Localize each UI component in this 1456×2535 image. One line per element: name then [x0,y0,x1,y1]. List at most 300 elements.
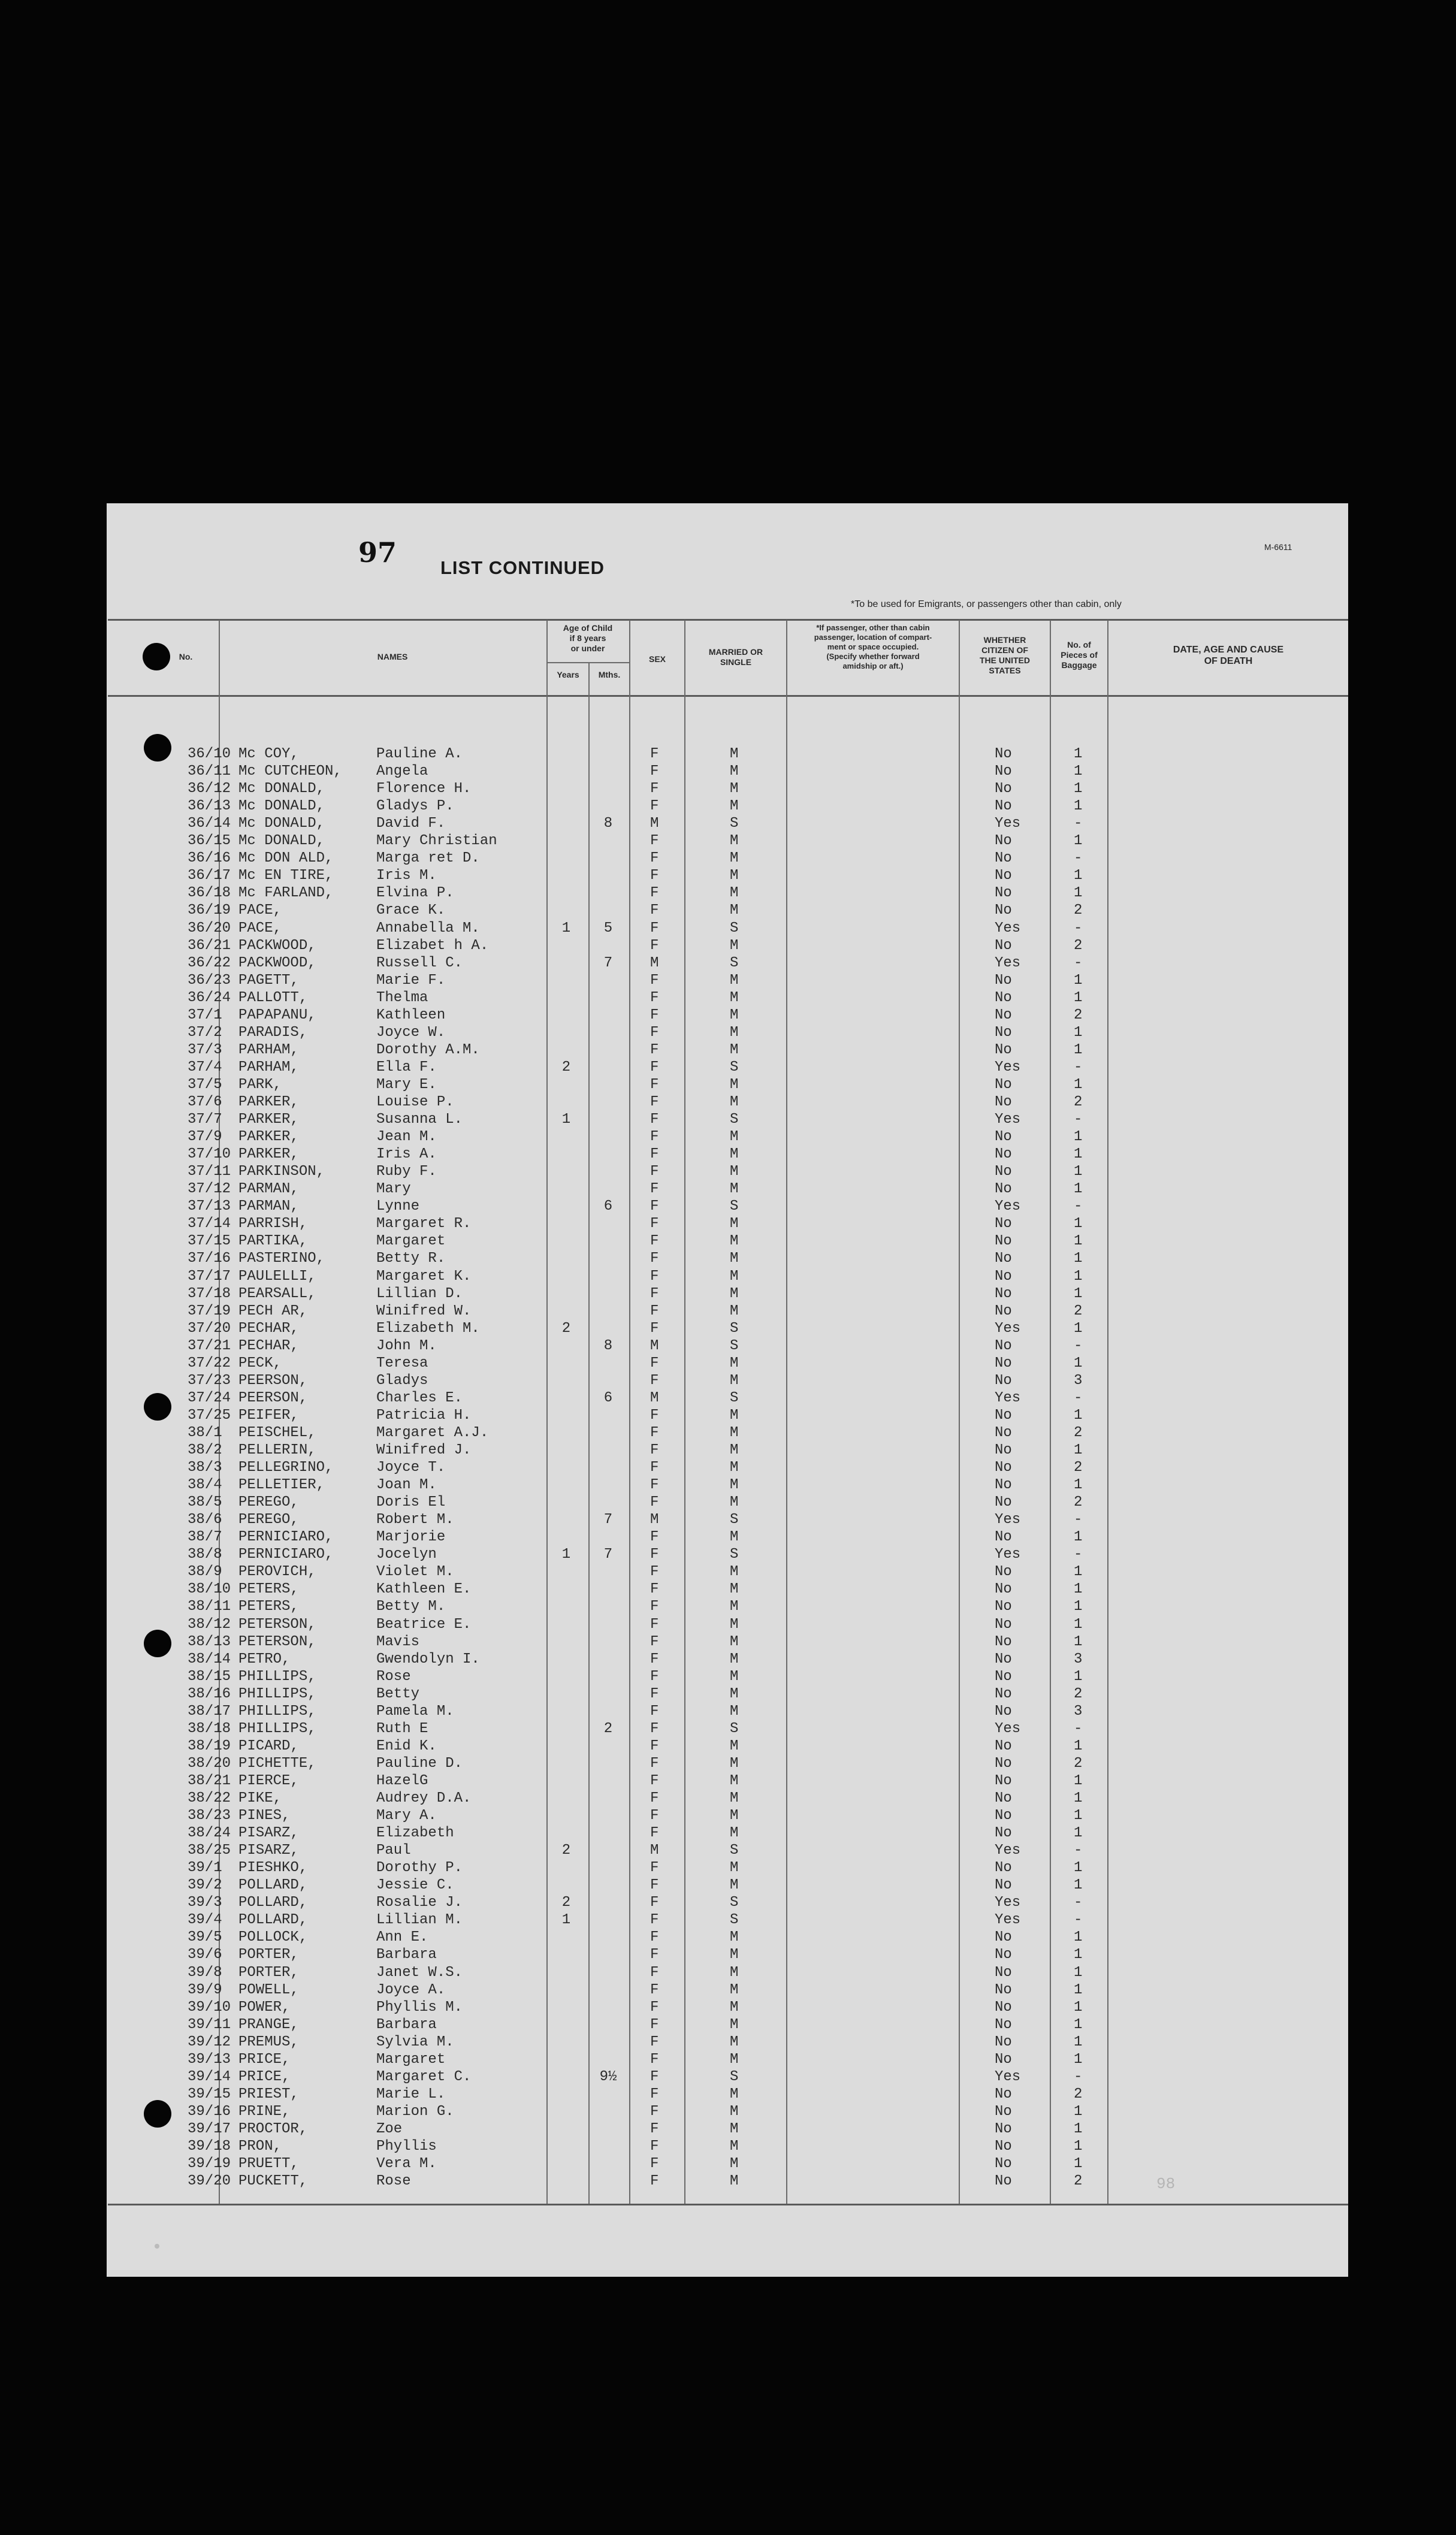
marital-status: M [730,1250,739,1267]
given-names: Winifred J. [376,1442,472,1458]
entry-number: 38/20 [188,1755,231,1772]
entry-number: 38/22 [188,1790,231,1806]
surname: PARHAM, [238,1041,299,1058]
table-top-rule [108,619,1348,621]
given-names: Joan M. [376,1477,437,1494]
entry-number: 38/2 [188,1442,222,1458]
surname: Mc DONALD, [238,798,325,815]
table-row [0,2069,1456,2086]
surname: PISARZ, [238,1842,299,1859]
us-citizen: No [995,868,1012,884]
baggage-count: 1 [1074,1285,1083,1302]
header-bottom-rule [108,695,1348,697]
marital-status: M [730,746,739,762]
marital-status: M [730,1633,739,1650]
sex: F [650,1964,659,1981]
surname: PARKER, [238,1146,299,1163]
baggage-count: 1 [1074,1738,1083,1754]
baggage-count: 1 [1074,2051,1083,2068]
us-citizen: No [995,2138,1012,2155]
sex: F [650,1581,659,1598]
us-citizen: No [995,1477,1012,1494]
sex: F [650,2034,659,2050]
surname: PARKER, [238,1111,299,1128]
surname: PECHAR, [238,1337,299,1354]
baggage-count: 1 [1074,1877,1083,1894]
age-months: 7 [603,1512,613,1528]
sex: F [650,1825,659,1842]
us-citizen: No [995,1460,1012,1476]
given-names: Marion G. [376,2103,454,2120]
marital-status: M [730,1738,739,1754]
surname: Mc COY, [238,746,299,762]
marital-status: M [730,1146,739,1163]
us-citizen: No [995,1337,1012,1354]
age-years: 1 [561,1111,571,1128]
entry-number: 39/19 [188,2156,231,2173]
sex: F [650,1129,659,1146]
us-citizen: No [995,1494,1012,1511]
baggage-count: - [1074,2068,1083,2085]
sex: F [650,1685,659,1702]
surname: PEERSON, [238,1389,308,1406]
marital-status: M [730,2156,739,2173]
table-row [0,1965,1456,1982]
us-citizen: No [995,1738,1012,1754]
entry-number: 37/20 [188,1320,231,1337]
age-months: 8 [603,1337,613,1354]
marital-status: M [730,1233,739,1250]
given-names: Joyce W. [376,1024,446,1041]
baggage-count: 1 [1074,763,1083,780]
age-months: 6 [603,1389,613,1406]
sex: F [650,850,659,867]
footnote: *To be used for Emigrants, or passengers other than cabin, only [851,599,1122,609]
entry-number: 37/11 [188,1164,231,1180]
age-months: 5 [603,920,613,936]
us-citizen: No [995,746,1012,762]
sex: F [650,1181,659,1198]
marital-status: S [730,954,739,971]
sex: F [650,902,659,919]
surname: POLLARD, [238,1895,308,1911]
given-names: Florence H. [376,781,472,797]
us-citizen: No [995,1981,1012,1998]
entry-number: 39/20 [188,2173,231,2190]
marital-status: M [730,1929,739,1946]
surname: PETERSON, [238,1616,316,1633]
baggage-count: - [1074,920,1083,936]
sex: F [650,1424,659,1441]
table-row [0,1860,1456,1877]
entry-number: 38/4 [188,1477,222,1494]
us-citizen: No [995,1616,1012,1633]
surname: PALLOTT, [238,989,308,1006]
table-row [0,1025,1456,1042]
us-citizen: No [995,2103,1012,2120]
surname: PARHAM, [238,1059,299,1075]
entry-number: 36/23 [188,972,231,989]
given-names: Elvina P. [376,885,454,902]
baggage-count: 1 [1074,1964,1083,1981]
given-names: Dorothy A.M. [376,1041,480,1058]
us-citizen: No [995,1146,1012,1163]
sex: F [650,746,659,762]
us-citizen: No [995,1129,1012,1146]
entry-number: 39/5 [188,1929,222,1946]
us-citizen: No [995,1651,1012,1667]
age-years: 2 [561,1895,571,1911]
given-names: Louise P. [376,1094,454,1110]
entry-number: 38/7 [188,1529,222,1546]
marital-status: S [730,1389,739,1406]
us-citizen: No [995,1755,1012,1772]
marital-status: S [730,1720,739,1737]
marital-status: M [730,1216,739,1232]
surname: PARKER, [238,1129,299,1146]
given-names: Kathleen [376,1007,446,1023]
table-row [0,1198,1456,1216]
baggage-count: 1 [1074,1268,1083,1285]
table-row [0,1617,1456,1634]
sex: F [650,1059,659,1075]
sex: F [650,1599,659,1615]
sex: F [650,1164,659,1180]
given-names: Lillian M. [376,1912,463,1929]
sex: F [650,1633,659,1650]
table-row [0,1390,1456,1407]
table-row [0,1825,1456,1842]
us-citizen: Yes [995,1546,1021,1563]
baggage-count: 1 [1074,1860,1083,1877]
surname: POLLARD, [238,1912,308,1929]
us-citizen: No [995,1181,1012,1198]
table-row [0,1929,1456,1947]
baggage-count: 1 [1074,1250,1083,1267]
given-names: Enid K. [376,1738,437,1754]
entry-number: 39/6 [188,1947,222,1963]
marital-status: M [730,1999,739,2016]
surname: PEIFER, [238,1407,299,1424]
given-names: Doris El [376,1494,446,1511]
surname: PARMAN, [238,1198,299,1215]
given-names: Janet W.S. [376,1964,463,1981]
baggage-count: 2 [1074,1685,1083,1702]
entry-number: 38/10 [188,1581,231,1598]
surname: PHILLIPS, [238,1685,316,1702]
surname: PARMAN, [238,1181,299,1198]
table-row [0,1146,1456,1164]
baggage-count: 1 [1074,1772,1083,1789]
marital-status: M [730,1285,739,1302]
us-citizen: No [995,1929,1012,1946]
col-header-mths: Mths. [598,670,621,679]
baggage-count: 1 [1074,1233,1083,1250]
col-header-married: MARRIED OR SINGLE [708,647,763,667]
sex: F [650,920,659,936]
table-row [0,920,1456,938]
table-row [0,1651,1456,1669]
table-row [0,1529,1456,1546]
table-row [0,2034,1456,2051]
us-citizen: Yes [995,920,1021,936]
marital-status: M [730,1076,739,1093]
us-citizen: No [995,1703,1012,1720]
baggage-count: 1 [1074,1825,1083,1842]
entry-number: 38/25 [188,1842,231,1859]
baggage-count: 1 [1074,972,1083,989]
given-names: Thelma [376,989,428,1006]
sex: F [650,1233,659,1250]
surname: PETERS, [238,1581,299,1598]
col-header-age: Age of Child if 8 years or under [563,623,613,653]
table-row [0,1842,1456,1860]
given-names: Elizabeth M. [376,1320,480,1337]
given-names: Paul [376,1842,411,1859]
age-months: 6 [603,1198,613,1215]
marital-status: S [730,2068,739,2085]
surname: Mc EN TIRE, [238,868,334,884]
col-header-death: DATE, AGE AND CAUSE OF DEATH [1173,645,1284,666]
marital-status: M [730,2138,739,2155]
sex: F [650,885,659,902]
table-row [0,1321,1456,1338]
given-names: Jean M. [376,1129,437,1146]
baggage-count: 1 [1074,1529,1083,1546]
given-names: Marga ret D. [376,850,480,867]
entry-number: 36/20 [188,920,231,936]
marital-status: M [730,885,739,902]
marital-status: M [730,972,739,989]
entry-number: 38/6 [188,1512,222,1528]
given-names: Mavis [376,1633,420,1650]
baggage-count: 1 [1074,2034,1083,2050]
entry-number: 39/3 [188,1895,222,1911]
sex: F [650,1460,659,1476]
table-row [0,2104,1456,2121]
entry-number: 37/18 [188,1285,231,1302]
marital-status: M [730,1581,739,1598]
surname: PAPAPANU, [238,1007,316,1023]
marital-status: M [730,1094,739,1110]
entry-number: 37/1 [188,1007,222,1023]
given-names: Margaret [376,2051,446,2068]
entry-number: 37/17 [188,1268,231,1285]
page-number: 97 [358,536,397,569]
marital-status: M [730,1303,739,1319]
marital-status: M [730,1564,739,1581]
sex: F [650,2068,659,2085]
entry-number: 37/25 [188,1407,231,1424]
sex: F [650,1303,659,1319]
marital-status: M [730,2051,739,2068]
baggage-count: - [1074,1337,1083,1354]
table-row [0,1599,1456,1616]
table-row [0,1790,1456,1808]
sex: F [650,1198,659,1215]
surname: PHILLIPS, [238,1720,316,1737]
table-row [0,1634,1456,1651]
table-row [0,1494,1456,1512]
sex: F [650,1912,659,1929]
sex: F [650,972,659,989]
entry-number: 38/5 [188,1494,222,1511]
sex: F [650,1738,659,1754]
entry-number: 37/10 [188,1146,231,1163]
table-row [0,1442,1456,1460]
surname: Mc DONALD, [238,833,325,850]
given-names: Margaret K. [376,1268,472,1285]
table-row [0,798,1456,815]
surname: PHILLIPS, [238,1668,316,1685]
given-names: Margaret R. [376,1216,472,1232]
marital-status: M [730,2173,739,2190]
entry-number: 37/21 [188,1337,231,1354]
surname: PETRO, [238,1651,291,1667]
given-names: Annabella M. [376,920,480,936]
us-citizen: No [995,798,1012,815]
us-citizen: No [995,1407,1012,1424]
given-names: Sylvia M. [376,2034,454,2050]
table-row [0,1355,1456,1373]
marital-status: M [730,902,739,919]
given-names: Teresa [376,1355,428,1371]
us-citizen: Yes [995,2068,1021,2085]
sex: F [650,1477,659,1494]
surname: PRICE, [238,2051,291,2068]
baggage-count: - [1074,1912,1083,1929]
marital-status: M [730,1755,739,1772]
us-citizen: No [995,2016,1012,2033]
baggage-count: 1 [1074,1129,1083,1146]
entry-number: 36/22 [188,954,231,971]
baggage-count: 2 [1074,937,1083,954]
us-citizen: Yes [995,1912,1021,1929]
entry-number: 39/9 [188,1981,222,1998]
table-row [0,1808,1456,1825]
baggage-count: 2 [1074,1424,1083,1441]
given-names: Audrey D.A. [376,1790,472,1806]
baggage-count: 1 [1074,1981,1083,1998]
col-header-years: Years [557,670,579,679]
entry-number: 37/16 [188,1250,231,1267]
us-citizen: No [995,1285,1012,1302]
surname: PELLETIER, [238,1477,325,1494]
sex: F [650,1407,659,1424]
sex: F [650,1024,659,1041]
baggage-count: 1 [1074,2120,1083,2137]
col-header-no: No. [179,652,193,661]
baggage-count: 1 [1074,1442,1083,1458]
col-header-names: NAMES [377,652,408,661]
us-citizen: No [995,1825,1012,1842]
surname: Mc DONALD, [238,781,325,797]
marital-status: M [730,2120,739,2137]
surname: POWER, [238,1999,291,2016]
baggage-count: - [1074,850,1083,867]
given-names: Ruth E [376,1720,428,1737]
us-citizen: Yes [995,1111,1021,1128]
baggage-count: 2 [1074,1755,1083,1772]
given-names: Grace K. [376,902,446,919]
sex: F [650,1755,659,1772]
given-names: Joyce A. [376,1981,446,1998]
table-row [0,1738,1456,1756]
given-names: Russell C. [376,954,463,971]
table-row [0,938,1456,955]
us-citizen: No [995,1041,1012,1058]
us-citizen: No [995,1877,1012,1894]
table-row [0,1703,1456,1721]
marital-status: M [730,1529,739,1546]
entry-number: 36/19 [188,902,231,919]
given-names: Barbara [376,1947,437,1963]
marital-status: M [730,2103,739,2120]
surname: PRANGE, [238,2016,299,2033]
baggage-count: 1 [1074,1999,1083,2016]
marital-status: M [730,1808,739,1824]
marital-status: S [730,1111,739,1128]
sex: F [650,2051,659,2068]
marital-status: M [730,763,739,780]
entry-number: 38/13 [188,1633,231,1650]
us-citizen: Yes [995,1895,1021,1911]
table-row [0,1877,1456,1895]
table-row [0,1111,1456,1129]
sex: F [650,1041,659,1058]
table-row [0,2121,1456,2138]
punch-hole [143,643,170,670]
surname: PELLEGRINO, [238,1460,334,1476]
age-months: 9½ [599,2068,617,2085]
baggage-count: 3 [1074,1372,1083,1389]
surname: PACE, [238,920,282,936]
surname: PISARZ, [238,1825,299,1842]
surname: PACKWOOD, [238,937,316,954]
table-row [0,1407,1456,1425]
baggage-count: - [1074,1546,1083,1563]
marital-status: M [730,833,739,850]
marital-status: M [730,1947,739,1963]
us-citizen: No [995,1094,1012,1110]
baggage-count: 1 [1074,989,1083,1006]
table-row [0,972,1456,990]
sex: F [650,937,659,954]
page-title: LIST CONTINUED [440,557,605,578]
table-row [0,850,1456,868]
given-names: HazelG [376,1772,428,1789]
sex: F [650,868,659,884]
us-citizen: Yes [995,1320,1021,1337]
given-names: Dorothy P. [376,1860,463,1877]
us-citizen: No [995,1581,1012,1598]
marital-status: M [730,1442,739,1458]
table-row [0,1546,1456,1564]
sex: F [650,2086,659,2102]
given-names: Pauline D. [376,1755,463,1772]
sex: F [650,1703,659,1720]
entry-number: 37/22 [188,1355,231,1371]
given-names: John M. [376,1337,437,1354]
col-header-citizen: WHETHER CITIZEN OF THE UNITED STATES [980,635,1030,675]
given-names: Mary Christian [376,833,497,850]
surname: PIERCE, [238,1772,299,1789]
marital-status: M [730,850,739,867]
sex: F [650,1877,659,1894]
us-citizen: No [995,1303,1012,1319]
table-row [0,1947,1456,1964]
entry-number: 37/7 [188,1111,222,1128]
